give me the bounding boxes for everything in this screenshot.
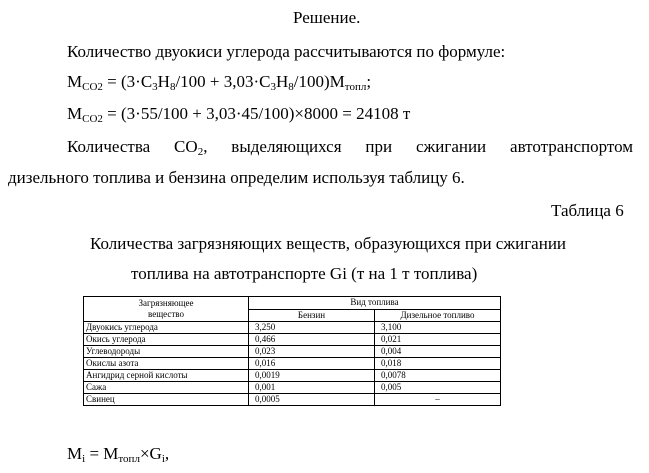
table-title-line-2: топлива на автотранспорте Gi (т на 1 т топлива) [131, 264, 478, 283]
emissions-table [83, 296, 501, 406]
petrol-value-cell: 0,001 [249, 382, 375, 394]
substance-cell: Окислы азота [84, 358, 249, 370]
formula-co2-calculation: $M_{CO2} = (3\cdot 55/100 + 3,03\cdot 45/100)\times 8000 = 24108$ т [67, 104, 411, 125]
diesel-value-cell: 0,004 [375, 346, 501, 358]
paragraph-line-1: Количества $CO_2$, выделяющихся при сжигании автотранспортом [67, 137, 633, 158]
table-header-row [84, 297, 501, 310]
substance-cell: Ангидрид серной кислоты [84, 370, 249, 382]
table-title-line-1: Количества загрязняющих веществ, образующихся при сжигании [90, 234, 567, 253]
petrol-value-cell: 0,023 [249, 346, 375, 358]
diesel-value-cell: 0,0078 [375, 370, 501, 382]
table-row [84, 382, 501, 394]
formula-co2-general: $M_{CO2} = (3\cdot C_3H_8/100 + 3,03\cdot C_3H_8/100)M_{топл}$; [67, 72, 372, 93]
table-row [84, 358, 501, 370]
header-diesel: Дизельное топливо [375, 309, 501, 322]
petrol-value-cell: 3,250 [249, 322, 375, 334]
substance-cell: Окись углерода [84, 334, 249, 346]
petrol-value-cell: 0,0005 [249, 394, 375, 406]
diesel-value-cell: 3,100 [375, 322, 501, 334]
diesel-value-cell: 0,018 [375, 358, 501, 370]
petrol-value-cell: 0,466 [249, 334, 375, 346]
intro-text: Количество двуокиси углерода рассчитываются по формуле: [67, 42, 506, 61]
header-substance: Загрязняющее вещество [84, 297, 249, 322]
paragraph-line-2: дизельного топлива и бензина определим используя таблицу 6. [8, 168, 465, 187]
table-row [84, 322, 501, 334]
table-row [84, 334, 501, 346]
petrol-value-cell: 0,0019 [249, 370, 375, 382]
substance-cell: Двуокись углерода [84, 322, 249, 334]
formula-mi: $M_i = M_{топл}\times G_i$, [67, 444, 170, 465]
diesel-value-cell: 0,005 [375, 382, 501, 394]
diesel-value-cell: – [375, 394, 501, 406]
heading: Решение. [293, 8, 361, 27]
table-row [84, 370, 501, 382]
table-row [84, 394, 501, 406]
header-fuel-type: Вид топлива [249, 297, 501, 310]
diesel-value-cell: 0,021 [375, 334, 501, 346]
substance-cell: Углеводороды [84, 346, 249, 358]
table-label: Таблица 6 [551, 201, 624, 220]
substance-cell: Сажа [84, 382, 249, 394]
petrol-value-cell: 0,016 [249, 358, 375, 370]
header-petrol: Бензин [249, 309, 375, 322]
substance-cell: Свинец [84, 394, 249, 406]
table-row [84, 346, 501, 358]
